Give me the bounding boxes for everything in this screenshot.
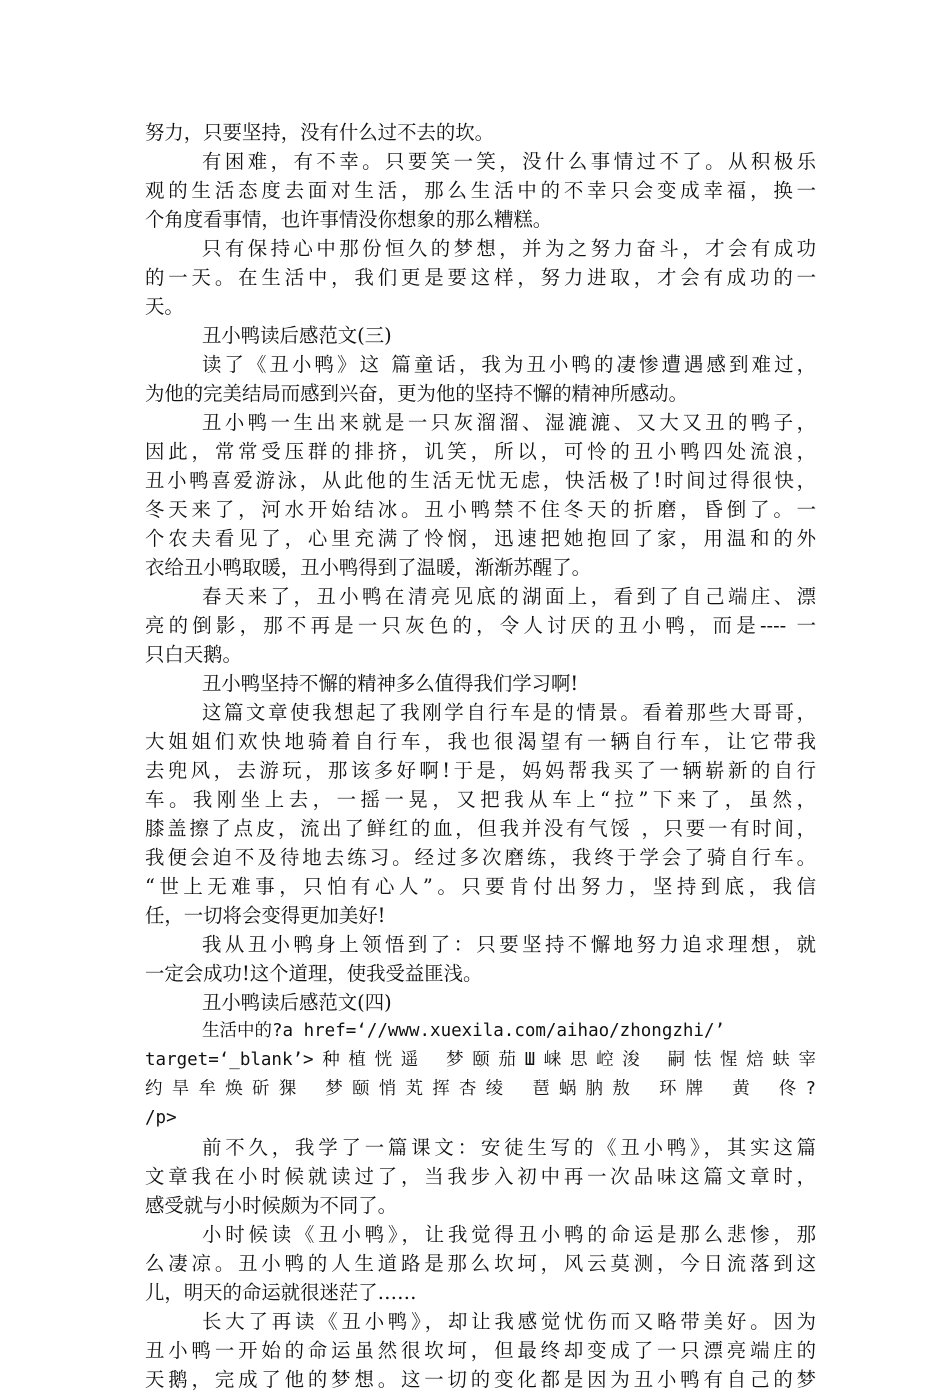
text-line: 前不久，我学了一篇课文：安徒生写的《丑小鸭》，其实这篇 <box>202 1136 816 1159</box>
text-line: 亮的倒影，那不再是一只灰色的，令人讨厌的丑小鸭，而是---- 一 <box>145 614 816 637</box>
text-line: 丑小鸭喜爱游泳，从此他的生活无忧无虑，快活极了!时间过得很快， <box>145 469 816 492</box>
text-line: 文章我在小时候就读过了，当我步入初中再一次品味这篇文章时， <box>145 1165 816 1188</box>
text-line: 丑小鸭一开始的命运虽然很坎坷，但最终却变成了一只漂亮端庄的 <box>145 1339 816 1362</box>
text-line: 冬天来了，河水开始结冰。丑小鸭禁不住冬天的折磨，昏倒了。一 <box>145 498 816 521</box>
text-line: 只有保持心中那份恒久的梦想，并为之努力奋斗，才会有成功 <box>202 237 816 260</box>
text-line: “世上无难事，只怕有心人”。只要肯付出努力，坚持到底，我信 <box>145 875 816 898</box>
text-line: 丑小鸭读后感范文(四) <box>202 991 392 1014</box>
text-line: 丑小鸭坚持不懈的精神多么值得我们学习啊! <box>202 672 579 695</box>
document-body <box>145 118 816 1394</box>
text-line: 大姐姐们欢快地骑着自行车，我也很渴望有一辆自行车，让它带我 <box>145 730 816 753</box>
text-line: 么凄凉。丑小鸭的人生道路是那么坎坷，风云莫测，今日流落到这 <box>145 1252 816 1275</box>
text-line: 生活中的?a href=‘//www.xuexila.com/aihao/zhongzhi/’ <box>202 1021 726 1041</box>
text-line: 的一天。在生活中，我们更是要这样，努力进取，才会有成功的一 <box>145 266 816 289</box>
text-line: 只白天鹅。 <box>145 643 242 666</box>
text-line: 小时候读《丑小鸭》，让我觉得丑小鸭的命运是那么悲惨，那 <box>202 1223 816 1246</box>
text-line: 儿，明天的命运就很迷茫了…… <box>145 1281 417 1304</box>
text-line: 个角度看事情，也许事情没你想象的那么糟糕。 <box>145 208 553 231</box>
text-line: 春天来了，丑小鸭在清亮见底的湖面上，看到了自己端庄、漂 <box>202 585 816 608</box>
text-line: 丑小鸭读后感范文(三) <box>202 324 392 347</box>
text-line: 去兜风，去游玩，那该多好啊!于是，妈妈帮我买了一辆崭新的自行 <box>145 759 816 782</box>
text-line: target=‘_blank’>种植恍遥 梦颐茄Ш崃思崆浚 嗣怯惺焙蚨宰 <box>145 1050 816 1070</box>
text-line: 努力，只要坚持，没有什么过不去的坎。 <box>145 121 495 144</box>
text-line: /p> <box>145 1108 177 1128</box>
text-line: 感受就与小时候颇为不同了。 <box>145 1194 398 1217</box>
text-line: 读了《丑小鸭》这 篇童话，我为丑小鸭的凄惨遭遇感到难过， <box>202 353 816 376</box>
text-line: 约旱牟焕斫猓 梦颐悄芄挥杏绫 琶蜗肭敖 环牌 黄 佟? <box>145 1079 816 1099</box>
text-line: 我便会迫不及待地去练习。经过多次磨练，我终于学会了骑自行车。 <box>145 846 816 869</box>
text-line: 丑小鸭一生出来就是一只灰溜溜、湿漉漉、又大又丑的鸭子， <box>202 411 816 434</box>
text-line: 膝盖擦了点皮，流出了鲜红的血，但我并没有气馁 ，只要一有时间， <box>145 817 816 840</box>
text-line: 任，一切将会变得更加美好! <box>145 904 386 927</box>
text-line: 天。 <box>145 295 184 318</box>
text-line: 我从丑小鸭身上领悟到了：只要坚持不懈地努力追求理想，就 <box>202 933 816 956</box>
text-line: 一定会成功!这个道理，使我受益匪浅。 <box>145 962 483 985</box>
text-line: 衣给丑小鸭取暖，丑小鸭得到了温暖，渐渐苏醒了。 <box>145 556 591 579</box>
text-line: 这篇文章使我想起了我刚学自行车是的情景。看着那些大哥哥， <box>202 701 816 724</box>
text-line: 长大了再读《丑小鸭》，却让我感觉忧伤而又略带美好。因为 <box>202 1310 816 1333</box>
text-line: 车。我刚坐上去，一摇一晃，又把我从车上“拉”下来了，虽然， <box>145 788 816 811</box>
text-line: 为他的完美结局而感到兴奋，更为他的坚持不懈的精神所感动。 <box>145 382 688 405</box>
text-line: 观的生活态度去面对生活，那么生活中的不幸只会变成幸福，换一 <box>145 179 816 202</box>
text-line: 个农夫看见了，心里充满了怜悯，迅速把她抱回了家，用温和的外 <box>145 527 816 550</box>
text-line: 天鹅，完成了他的梦想。这一切的变化都是因为丑小鸭有自己的梦 <box>145 1368 816 1391</box>
text-line: 有困难，有不幸。只要笑一笑，没什么事情过不了。从积极乐 <box>202 150 816 173</box>
text-line: 因此，常常受压群的排挤，讥笑，所以，可怜的丑小鸭四处流浪， <box>145 440 816 463</box>
